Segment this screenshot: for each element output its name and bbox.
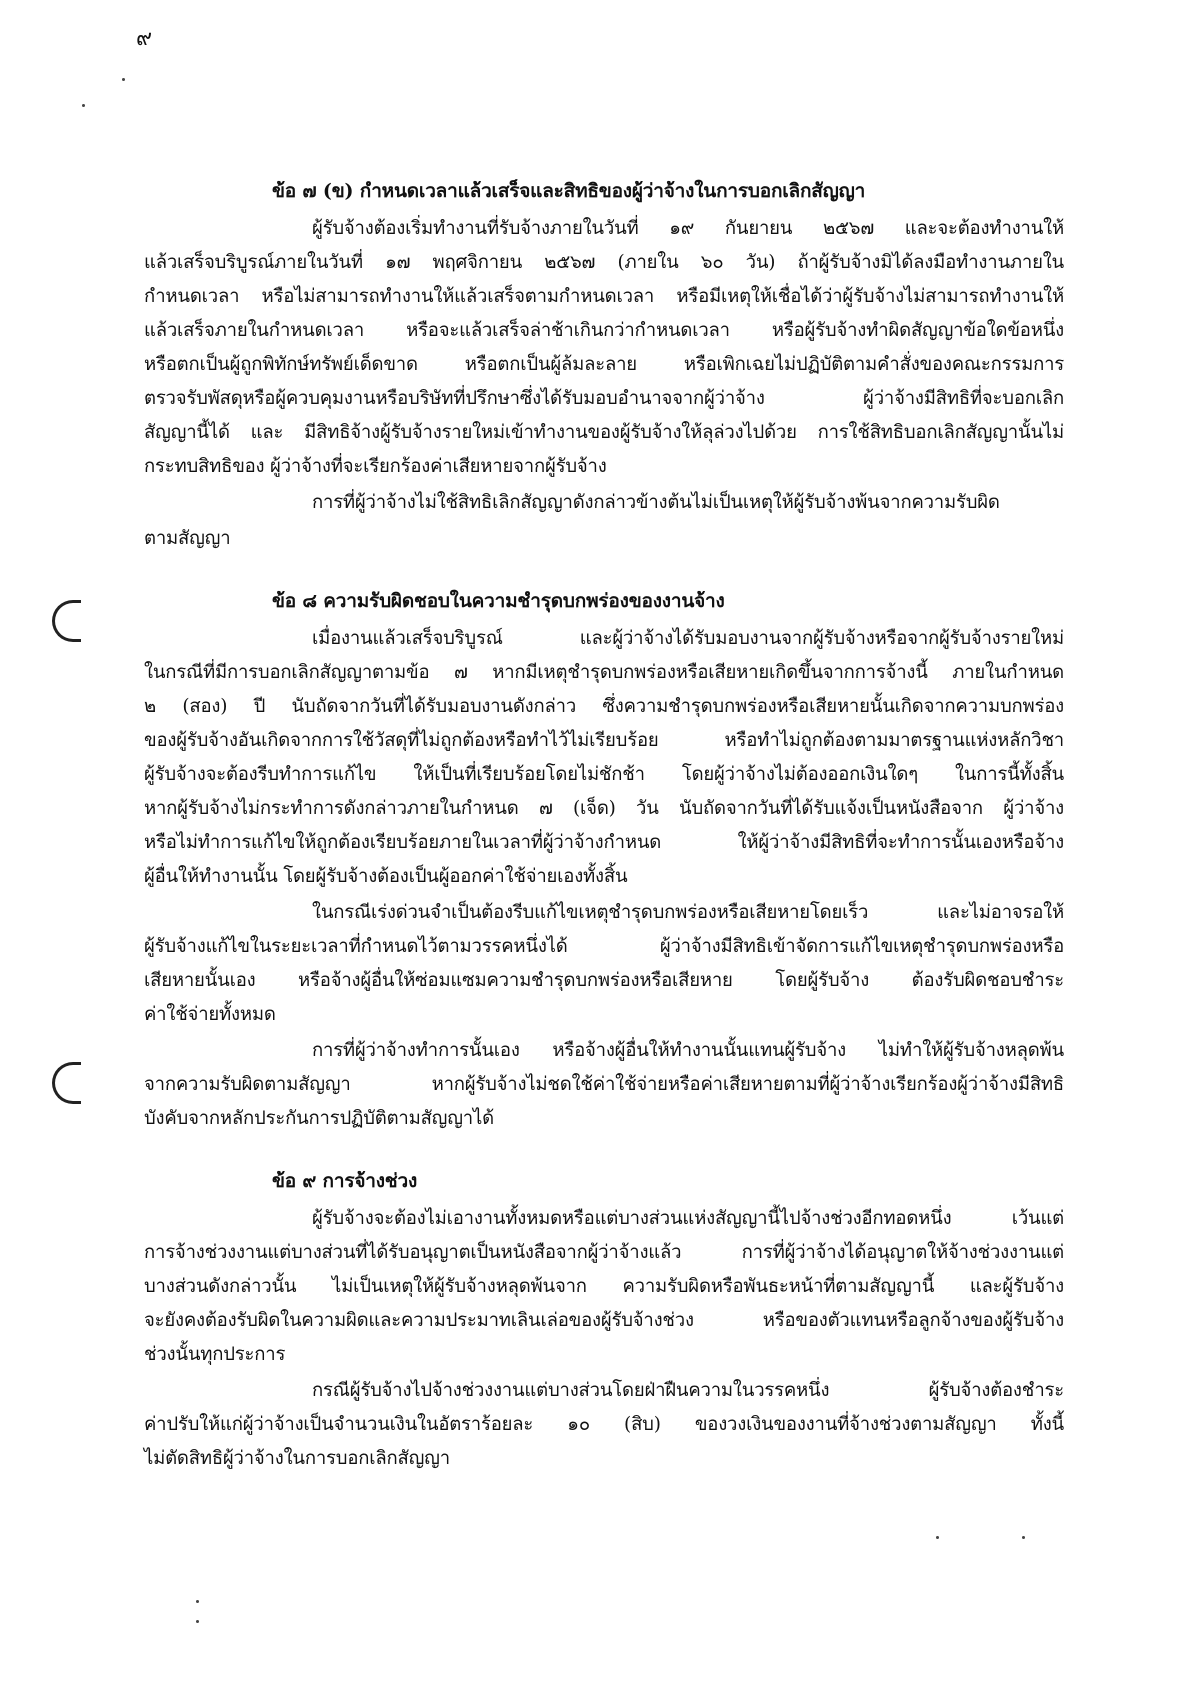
section-heading: ข้อ ๘ ความรับผิดชอบในความชำรุดบกพร่องของงานจ้าง	[272, 590, 725, 612]
paragraph-line: จะยังคงต้องรับผิดในความผิดและความประมาทเลินเล่อของผู้รับจ้างช่วง หรือของตัวแทนหรือลูกจ้างของผู้รับจ้าง	[144, 1310, 1064, 1331]
paragraph-line: ผู้รับจ้างแก้ไขในระยะเวลาที่กำหนดไว้ตามวรรคหนึ่งได้ ผู้ว่าจ้างมีสิทธิเข้าจัดการแก้ไขเหตุชำรุดบกพร่องหรือ	[144, 936, 1064, 957]
paragraph-line: ผู้รับจ้างต้องเริ่มทำงานที่รับจ้างภายในวันที่ ๑๙ กันยายน ๒๕๖๗ และจะต้องทำงานให้	[312, 218, 1064, 239]
paragraph-line: หรือไม่ทำการแก้ไขให้ถูกต้องเรียบร้อยภายในเวลาที่ผู้ว่าจ้างกำหนด ให้ผู้ว่าจ้างมีสิทธิที่จะทำการนั้นเองหรือจ้าง	[144, 832, 1064, 853]
paragraph-line: ไม่ตัดสิทธิผู้ว่าจ้างในการบอกเลิกสัญญา	[144, 1448, 450, 1469]
paragraph-line: ผู้รับจ้างจะต้องไม่เอางานทั้งหมดหรือแต่บางส่วนแห่งสัญญานี้ไปจ้างช่วงอีกทอดหนึ่ง เว้นแต่	[312, 1208, 1064, 1229]
paragraph-line: บังคับจากหลักประกันการปฏิบัติตามสัญญาได้	[144, 1108, 494, 1129]
paragraph-line: ๒ (สอง) ปี นับถัดจากวันที่ได้รับมอบงานดังกล่าว ซึ่งความชำรุดบกพร่องหรือเสียหายนั้นเกิดจากความบกพร่อง	[144, 696, 1064, 717]
scan-speck	[1022, 1536, 1025, 1539]
paragraph-line: หากผู้รับจ้างไม่กระทำการดังกล่าวภายในกำหนด ๗ (เจ็ด) วัน นับถัดจากวันที่ได้รับแจ้งเป็นหนังสือจาก ผู้ว่าจ้าง	[144, 798, 1064, 819]
paragraph-line: เสียหายนั้นเอง หรือจ้างผู้อื่นให้ซ่อมแซมความชำรุดบกพร่องหรือเสียหาย โดยผู้รับจ้าง ต้องรับผิดชอบชำระ	[144, 970, 1064, 991]
section-heading: ข้อ ๙ การจ้างช่วง	[272, 1170, 418, 1192]
paragraph-line: การจ้างช่วงงานแต่บางส่วนที่ได้รับอนุญาตเป็นหนังสือจากผู้ว่าจ้างแล้ว การที่ผู้ว่าจ้างได้อนุญาตให้จ้างช่วงงานแต่	[144, 1242, 1064, 1263]
scan-speck	[936, 1536, 939, 1539]
paragraph-line: หรือตกเป็นผู้ถูกพิทักษ์ทรัพย์เด็ดขาด หรือตกเป็นผู้ล้มละลาย หรือเพิกเฉยไม่ปฏิบัติตามคำสั่งของคณะกรรมการ	[144, 354, 1064, 375]
scan-speck	[122, 78, 125, 81]
paragraph-line: ผู้อื่นให้ทำงานนั้น โดยผู้รับจ้างต้องเป็นผู้ออกค่าใช้จ่ายเองทั้งสิ้น	[144, 866, 628, 887]
scan-speck	[196, 1620, 199, 1623]
paragraph-line: แล้วเสร็จภายในกำหนดเวลา หรือจะแล้วเสร็จล่าช้าเกินกว่ากำหนดเวลา หรือผู้รับจ้างทำผิดสัญญาข้อใดข้อหนึ่ง	[144, 320, 1064, 341]
paragraph-line: แล้วเสร็จบริบูรณ์ภายในวันที่ ๑๗ พฤศจิกายน ๒๕๖๗ (ภายใน ๖๐ วัน) ถ้าผู้รับจ้างมิได้ลงมือทำงานภายใน	[144, 252, 1064, 273]
paragraph-line: ผู้รับจ้างจะต้องรีบทำการแก้ไข ให้เป็นที่เรียบร้อยโดยไม่ชักช้า โดยผู้ว่าจ้างไม่ต้องออกเงินใดๆ ในการนี้ทั้งสิ้น	[144, 764, 1064, 785]
paragraph-line: ค่าใช้จ่ายทั้งหมด	[144, 1004, 276, 1025]
paragraph-line: การที่ผู้ว่าจ้างทำการนั้นเอง หรือจ้างผู้อื่นให้ทำงานนั้นแทนผู้รับจ้าง ไม่ทำให้ผู้รับจ้างหลุดพ้น	[312, 1040, 1064, 1061]
scan-speck	[196, 1600, 199, 1603]
paragraph-line: ของผู้รับจ้างอันเกิดจากการใช้วัสดุที่ไม่ถูกต้องหรือทำไว้ไม่เรียบร้อย หรือทำไม่ถูกต้องตามมาตรฐานแห่งหลักวิชา	[144, 730, 1064, 751]
paragraph-line: จากความรับผิดตามสัญญา หากผู้รับจ้างไม่ชดใช้ค่าใช้จ่ายหรือค่าเสียหายตามที่ผู้ว่าจ้างเรียกร้องผู้ว่าจ้างมีสิทธิ	[144, 1074, 1064, 1095]
paragraph-line: กำหนดเวลา หรือไม่สามารถทำงานให้แล้วเสร็จตามกำหนดเวลา หรือมีเหตุให้เชื่อได้ว่าผู้รับจ้างไม่สามารถทำงานให้	[144, 286, 1064, 307]
paragraph-line: ค่าปรับให้แก่ผู้ว่าจ้างเป็นจำนวนเงินในอัตราร้อยละ ๑๐ (สิบ) ของวงเงินของงานที่จ้างช่วงตามสัญญา ทั้งนี้	[144, 1414, 1064, 1435]
paragraph-line: กระทบสิทธิของ ผู้ว่าจ้างที่จะเรียกร้องค่าเสียหายจากผู้รับจ้าง	[144, 456, 607, 477]
paragraph-line: ตรวจรับพัสดุหรือผู้ควบคุมงานหรือบริษัทที่ปรึกษาซึ่งได้รับมอบอำนาจจากผู้ว่าจ้าง ผู้ว่าจ้างมีสิทธิที่จะบอกเลิก	[144, 388, 1064, 409]
paragraph-line: บางส่วนดังกล่าวนั้น ไม่เป็นเหตุให้ผู้รับจ้างหลุดพ้นจาก ความรับผิดหรือพันธะหน้าที่ตามสัญญานี้ และผู้รับจ้าง	[144, 1276, 1064, 1297]
paragraph-line: เมื่องานแล้วเสร็จบริบูรณ์ และผู้ว่าจ้างได้รับมอบงานจากผู้รับจ้างหรือจากผู้รับจ้างรายใหม่	[312, 628, 1064, 649]
paragraph-line: ช่วงนั้นทุกประการ	[144, 1344, 286, 1365]
paragraph-line: ตามสัญญา	[144, 528, 231, 549]
paragraph-line: กรณีผู้รับจ้างไปจ้างช่วงงานแต่บางส่วนโดยฝ่าฝืนความในวรรคหนึ่ง ผู้รับจ้างต้องชำระ	[312, 1380, 1064, 1401]
paragraph-line: สัญญานี้ได้ และ มีสิทธิจ้างผู้รับจ้างรายใหม่เข้าทำงานของผู้รับจ้างให้ลุล่วงไปด้วย การใช้สิทธิบอกเลิกสัญญานั้นไม่	[144, 422, 1064, 443]
paragraph-line: การที่ผู้ว่าจ้างไม่ใช้สิทธิเลิกสัญญาดังกล่าวข้างต้นไม่เป็นเหตุให้ผู้รับจ้างพ้นจากความรับผิด	[312, 492, 1000, 513]
punch-hole-mark	[52, 1062, 81, 1104]
paragraph-line: ในกรณีเร่งด่วนจำเป็นต้องรีบแก้ไขเหตุชำรุดบกพร่องหรือเสียหายโดยเร็ว และไม่อาจรอให้	[312, 902, 1064, 923]
section-heading: ข้อ ๗ (ข) กำหนดเวลาแล้วเสร็จและสิทธิของผู้ว่าจ้างในการบอกเลิกสัญญา	[272, 180, 866, 202]
paragraph-line: ในกรณีที่มีการบอกเลิกสัญญาตามข้อ ๗ หากมีเหตุชำรุดบกพร่องหรือเสียหายเกิดขึ้นจากการจ้างนี้ ภายในกำหนด	[144, 662, 1064, 683]
scan-speck	[82, 104, 85, 107]
punch-hole-mark	[52, 600, 81, 642]
page-number: ๙	[136, 26, 153, 51]
